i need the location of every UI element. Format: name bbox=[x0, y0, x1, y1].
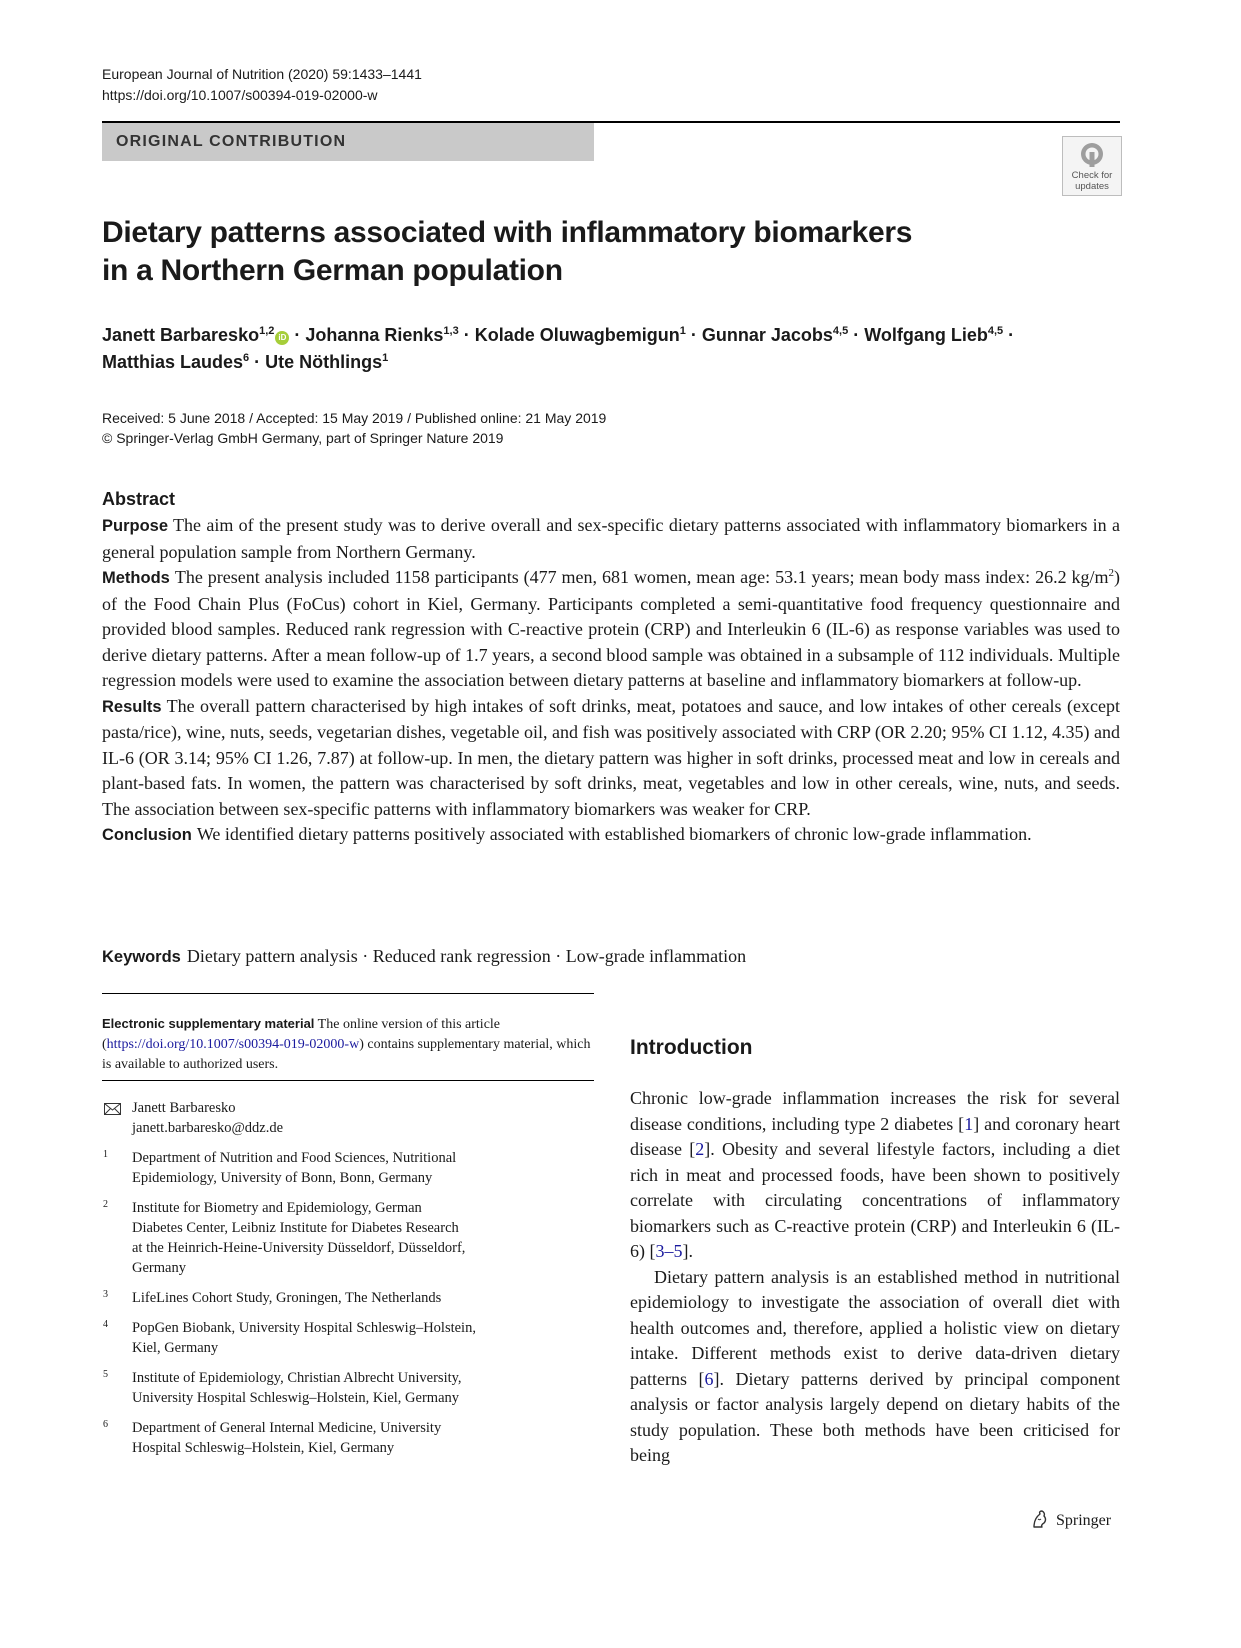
affiliation-line: PopGen Biobank, University Hospital Schleswig–Holstein, bbox=[132, 1320, 476, 1336]
author-affiliation-ref: 4,5 bbox=[832, 325, 849, 337]
correspondence bbox=[102, 1098, 283, 1138]
citation-link[interactable]: 2 bbox=[695, 1139, 705, 1159]
intro-p2-text-a: Dietary pattern analysis is an established method in nutritional epidemiology to investigate the association of overall diet with health outcomes and, therefore, applied a holistic view on dietary intake. Different methods exist to derive data-driven dietary patterns [ bbox=[630, 1266, 1120, 1389]
intro-p2-text-b: ]. Dietary patterns derived by principal component analysis or factor analysis largely depend on dietary habits of the study population. These both methods have been criticised for being bbox=[630, 1368, 1120, 1465]
author-affiliation-ref: 6 bbox=[243, 352, 250, 364]
intro-p1-text-b: ] and coronary heart disease [ bbox=[630, 1113, 1120, 1159]
conclusion-label: Conclusion bbox=[102, 826, 192, 844]
intro-p1-text-a: Chronic low-grade inflammation increases the risk for several disease conditions, including type 2 diabetes [ bbox=[630, 1088, 1120, 1134]
publisher-name: Springer bbox=[1056, 1512, 1112, 1529]
title-line-2: in a Northern German population bbox=[102, 254, 563, 287]
affiliation-line: Diabetes Center, Leibniz Institute for Diabetes Research bbox=[132, 1220, 459, 1236]
affiliation-item bbox=[102, 1368, 594, 1408]
supplementary-text-b: ) contains supplementary material, which is available to authorized users. bbox=[102, 1037, 591, 1072]
affiliation-number: 2 bbox=[103, 1199, 108, 1210]
purpose-label: Purpose bbox=[102, 517, 169, 535]
affiliation-line: LifeLines Cohort Study, Groningen, The Netherlands bbox=[132, 1290, 442, 1306]
intro-p1-text-c: ]. Obesity and several lifestyle factors, including a diet rich in meat and processed foods, have been shown to positively correlate with circulating concentrations of inflammatory biomarkers such as C-reactive protein (CRP) and Interleukin 6 (IL-6) [ bbox=[630, 1139, 1120, 1261]
keywords-label: Keywords bbox=[102, 948, 181, 966]
author bbox=[475, 325, 686, 345]
doi-link[interactable]: https://doi.org/10.1007/s00394-019-02000-w bbox=[102, 87, 378, 103]
author-affiliation-ref: 1,2 bbox=[259, 325, 275, 337]
author-name: Kolade Oluwagbemigun bbox=[474, 325, 680, 345]
author-separator: · bbox=[249, 352, 266, 372]
author-separator: · bbox=[685, 325, 702, 345]
affiliation-line: Department of General Internal Medicine, University bbox=[132, 1420, 442, 1436]
affiliation-item bbox=[102, 1318, 594, 1358]
affiliation-line: Institute for Biometry and Epidemiology, German bbox=[132, 1200, 422, 1216]
affiliation-line: Institute of Epidemiology, Christian Albrecht University, bbox=[132, 1370, 462, 1386]
paper-title bbox=[102, 214, 1002, 290]
affiliation-line: Epidemiology, University of Bonn, Bonn, Germany bbox=[132, 1170, 433, 1186]
keywords bbox=[102, 944, 746, 969]
citation-link[interactable]: 3–5 bbox=[655, 1241, 683, 1261]
abstract-conclusion bbox=[102, 822, 1120, 849]
supplementary-link[interactable]: https://doi.org/10.1007/s00394-019-02000-w bbox=[106, 1037, 360, 1052]
abstract-methods bbox=[102, 565, 1120, 694]
author bbox=[702, 325, 848, 345]
check-updates-line1: Check for bbox=[1071, 170, 1113, 181]
author-name: Wolfgang Lieb bbox=[864, 325, 988, 345]
results-text: The overall pattern characterised by high intakes of soft drinks, meat, potatoes and sauce, and low intakes of other cereals (except pasta/rice), wine, nuts, seeds, vegetarian dishes, vegetable oil, and fish was positively associated with CRP (OR 2.20; 95% CI 1.12, 4.35) and IL-6 (OR 3.14; 95% CI 1.26, 7.87) at follow-up. In men, the dietary pattern was higher in soft drinks, processed meat and low in cereals and plant-based fats. In women, the pattern was characterised by soft drinks, meat, vegetables and low in other cereals, wine, nuts, and seeds. The association between sex-specific patterns with inflammatory biomarkers was weaker for CRP. bbox=[102, 695, 1120, 819]
author-name: Gunnar Jacobs bbox=[701, 325, 833, 345]
journal-header bbox=[102, 64, 422, 106]
affiliation-line: Hospital Schleswig–Holstein, Kiel, Germany bbox=[132, 1440, 395, 1456]
author bbox=[102, 352, 249, 372]
section-banner bbox=[102, 123, 594, 161]
conclusion-text: We identified dietary patterns positively associated with established biomarkers of chronic low-grade inflammation. bbox=[196, 824, 1032, 844]
abstract-section bbox=[102, 487, 1120, 849]
affiliation-item bbox=[102, 1148, 594, 1188]
intro-paragraph-2 bbox=[630, 1265, 1120, 1469]
supplementary-text-a: The online version of this article ( bbox=[102, 1017, 501, 1052]
copyright-line: © Springer-Verlag GmbH Germany, part of Springer Nature 2019 bbox=[102, 430, 504, 446]
author bbox=[102, 325, 289, 345]
dates-line: Received: 5 June 2018 / Accepted: 15 May 2019 / Published online: 21 May 2019 bbox=[102, 410, 607, 426]
abstract-heading: Abstract bbox=[102, 489, 176, 509]
affiliation-line: Kiel, Germany bbox=[132, 1340, 219, 1356]
author bbox=[305, 325, 458, 345]
affiliation-line: Department of Nutrition and Food Sciences, Nutritional bbox=[132, 1150, 457, 1166]
abstract-purpose bbox=[102, 513, 1120, 565]
affiliation-number: 6 bbox=[103, 1419, 108, 1430]
affiliation-number: 4 bbox=[103, 1319, 108, 1330]
author-affiliation-ref: 1 bbox=[679, 325, 686, 337]
affiliation-line: Germany bbox=[132, 1260, 186, 1276]
check-for-updates-badge[interactable] bbox=[1062, 136, 1122, 196]
corresponding-author-name: Janett Barbaresko bbox=[132, 1100, 236, 1116]
author-separator: · bbox=[458, 325, 475, 345]
methods-superscript: 2 bbox=[1108, 567, 1114, 579]
author-affiliation-ref: 1 bbox=[382, 352, 389, 364]
citation-link[interactable]: 1 bbox=[964, 1113, 974, 1134]
envelope-icon bbox=[104, 1103, 121, 1115]
author-separator: · bbox=[848, 325, 865, 345]
introduction-section bbox=[630, 1034, 1120, 1469]
affiliation-list bbox=[102, 1148, 594, 1468]
footnote-top-rule bbox=[102, 993, 594, 994]
author-list bbox=[102, 322, 1102, 376]
author-separator: · bbox=[289, 325, 306, 345]
author bbox=[265, 352, 388, 372]
affiliation-number: 5 bbox=[103, 1369, 108, 1380]
author-affiliation-ref: 1,3 bbox=[443, 325, 459, 337]
supplementary-note bbox=[102, 1014, 594, 1075]
author-name: Janett Barbaresko bbox=[102, 325, 260, 345]
publisher-footer bbox=[1030, 1509, 1111, 1532]
methods-text-a: The present analysis included 1158 participants (477 men, 681 women, mean age: 53.1 years; mean body mass index: 26.2 kg/m bbox=[174, 567, 1109, 587]
affiliation-number: 1 bbox=[103, 1149, 108, 1160]
journal-citation: European Journal of Nutrition (2020) 59:1433–1441 bbox=[102, 66, 422, 82]
section-label: ORIGINAL CONTRIBUTION bbox=[116, 133, 347, 150]
affiliation-item bbox=[102, 1288, 594, 1308]
title-line-1: Dietary patterns associated with inflammatory biomarkers bbox=[102, 216, 913, 249]
orcid-icon[interactable]: iD bbox=[275, 331, 289, 345]
affiliation-line: at the Heinrich-Heine-University Düsseldorf, Düsseldorf, bbox=[132, 1240, 466, 1256]
springer-horse-icon bbox=[1030, 1509, 1050, 1529]
publication-dates bbox=[102, 408, 606, 448]
author-name: Matthias Laudes bbox=[102, 352, 244, 372]
results-label: Results bbox=[102, 697, 162, 716]
abstract-results bbox=[102, 694, 1120, 823]
check-for-updates-icon bbox=[1079, 141, 1105, 169]
footnote-mid-rule bbox=[102, 1080, 594, 1081]
author-name: Johanna Rienks bbox=[305, 325, 444, 345]
citation-link[interactable]: 6 bbox=[704, 1368, 714, 1389]
supplementary-label: Electronic supplementary material bbox=[102, 1016, 315, 1031]
affiliation-number: 3 bbox=[103, 1289, 108, 1300]
author-affiliation-ref: 4,5 bbox=[987, 325, 1004, 337]
affiliation-item bbox=[102, 1418, 594, 1458]
purpose-text: The aim of the present study was to derive overall and sex-specific dietary patterns associated with inflammatory biomarkers in a general population sample from Northern Germany. bbox=[102, 515, 1120, 562]
author-name: Ute Nöthlings bbox=[265, 352, 383, 372]
methods-text-b: ) of the Food Chain Plus (FoCus) cohort in Kiel, Germany. Participants completed a semi-quantitative food frequency questionnaire and provided blood samples. Reduced rank regression with C-reactive protein (CRP) and Interleukin 6 (IL-6) as response variables was used to derive dietary patterns. After a mean follow-up of 1.7 years, a second blood sample was obtained in a subsample of 112 individuals. Multiple regression models were used to examine the association between dietary patterns at baseline and inflammatory biomarkers at follow-up. bbox=[102, 567, 1120, 690]
author-separator: · bbox=[1003, 325, 1015, 345]
author bbox=[864, 325, 1003, 345]
intro-paragraph-1 bbox=[630, 1086, 1120, 1265]
affiliation-item bbox=[102, 1198, 594, 1278]
keywords-text: Dietary pattern analysis · Reduced rank regression · Low-grade inflammation bbox=[186, 946, 747, 966]
affiliation-line: University Hospital Schleswig–Holstein, Kiel, Germany bbox=[132, 1390, 460, 1406]
methods-label: Methods bbox=[102, 569, 170, 587]
intro-p1-text-d: ]. bbox=[682, 1241, 693, 1261]
check-updates-line2: updates bbox=[1075, 181, 1109, 192]
introduction-heading: Introduction bbox=[630, 1036, 753, 1059]
corresponding-author-email[interactable]: janett.barbaresko@ddz.de bbox=[132, 1120, 284, 1136]
